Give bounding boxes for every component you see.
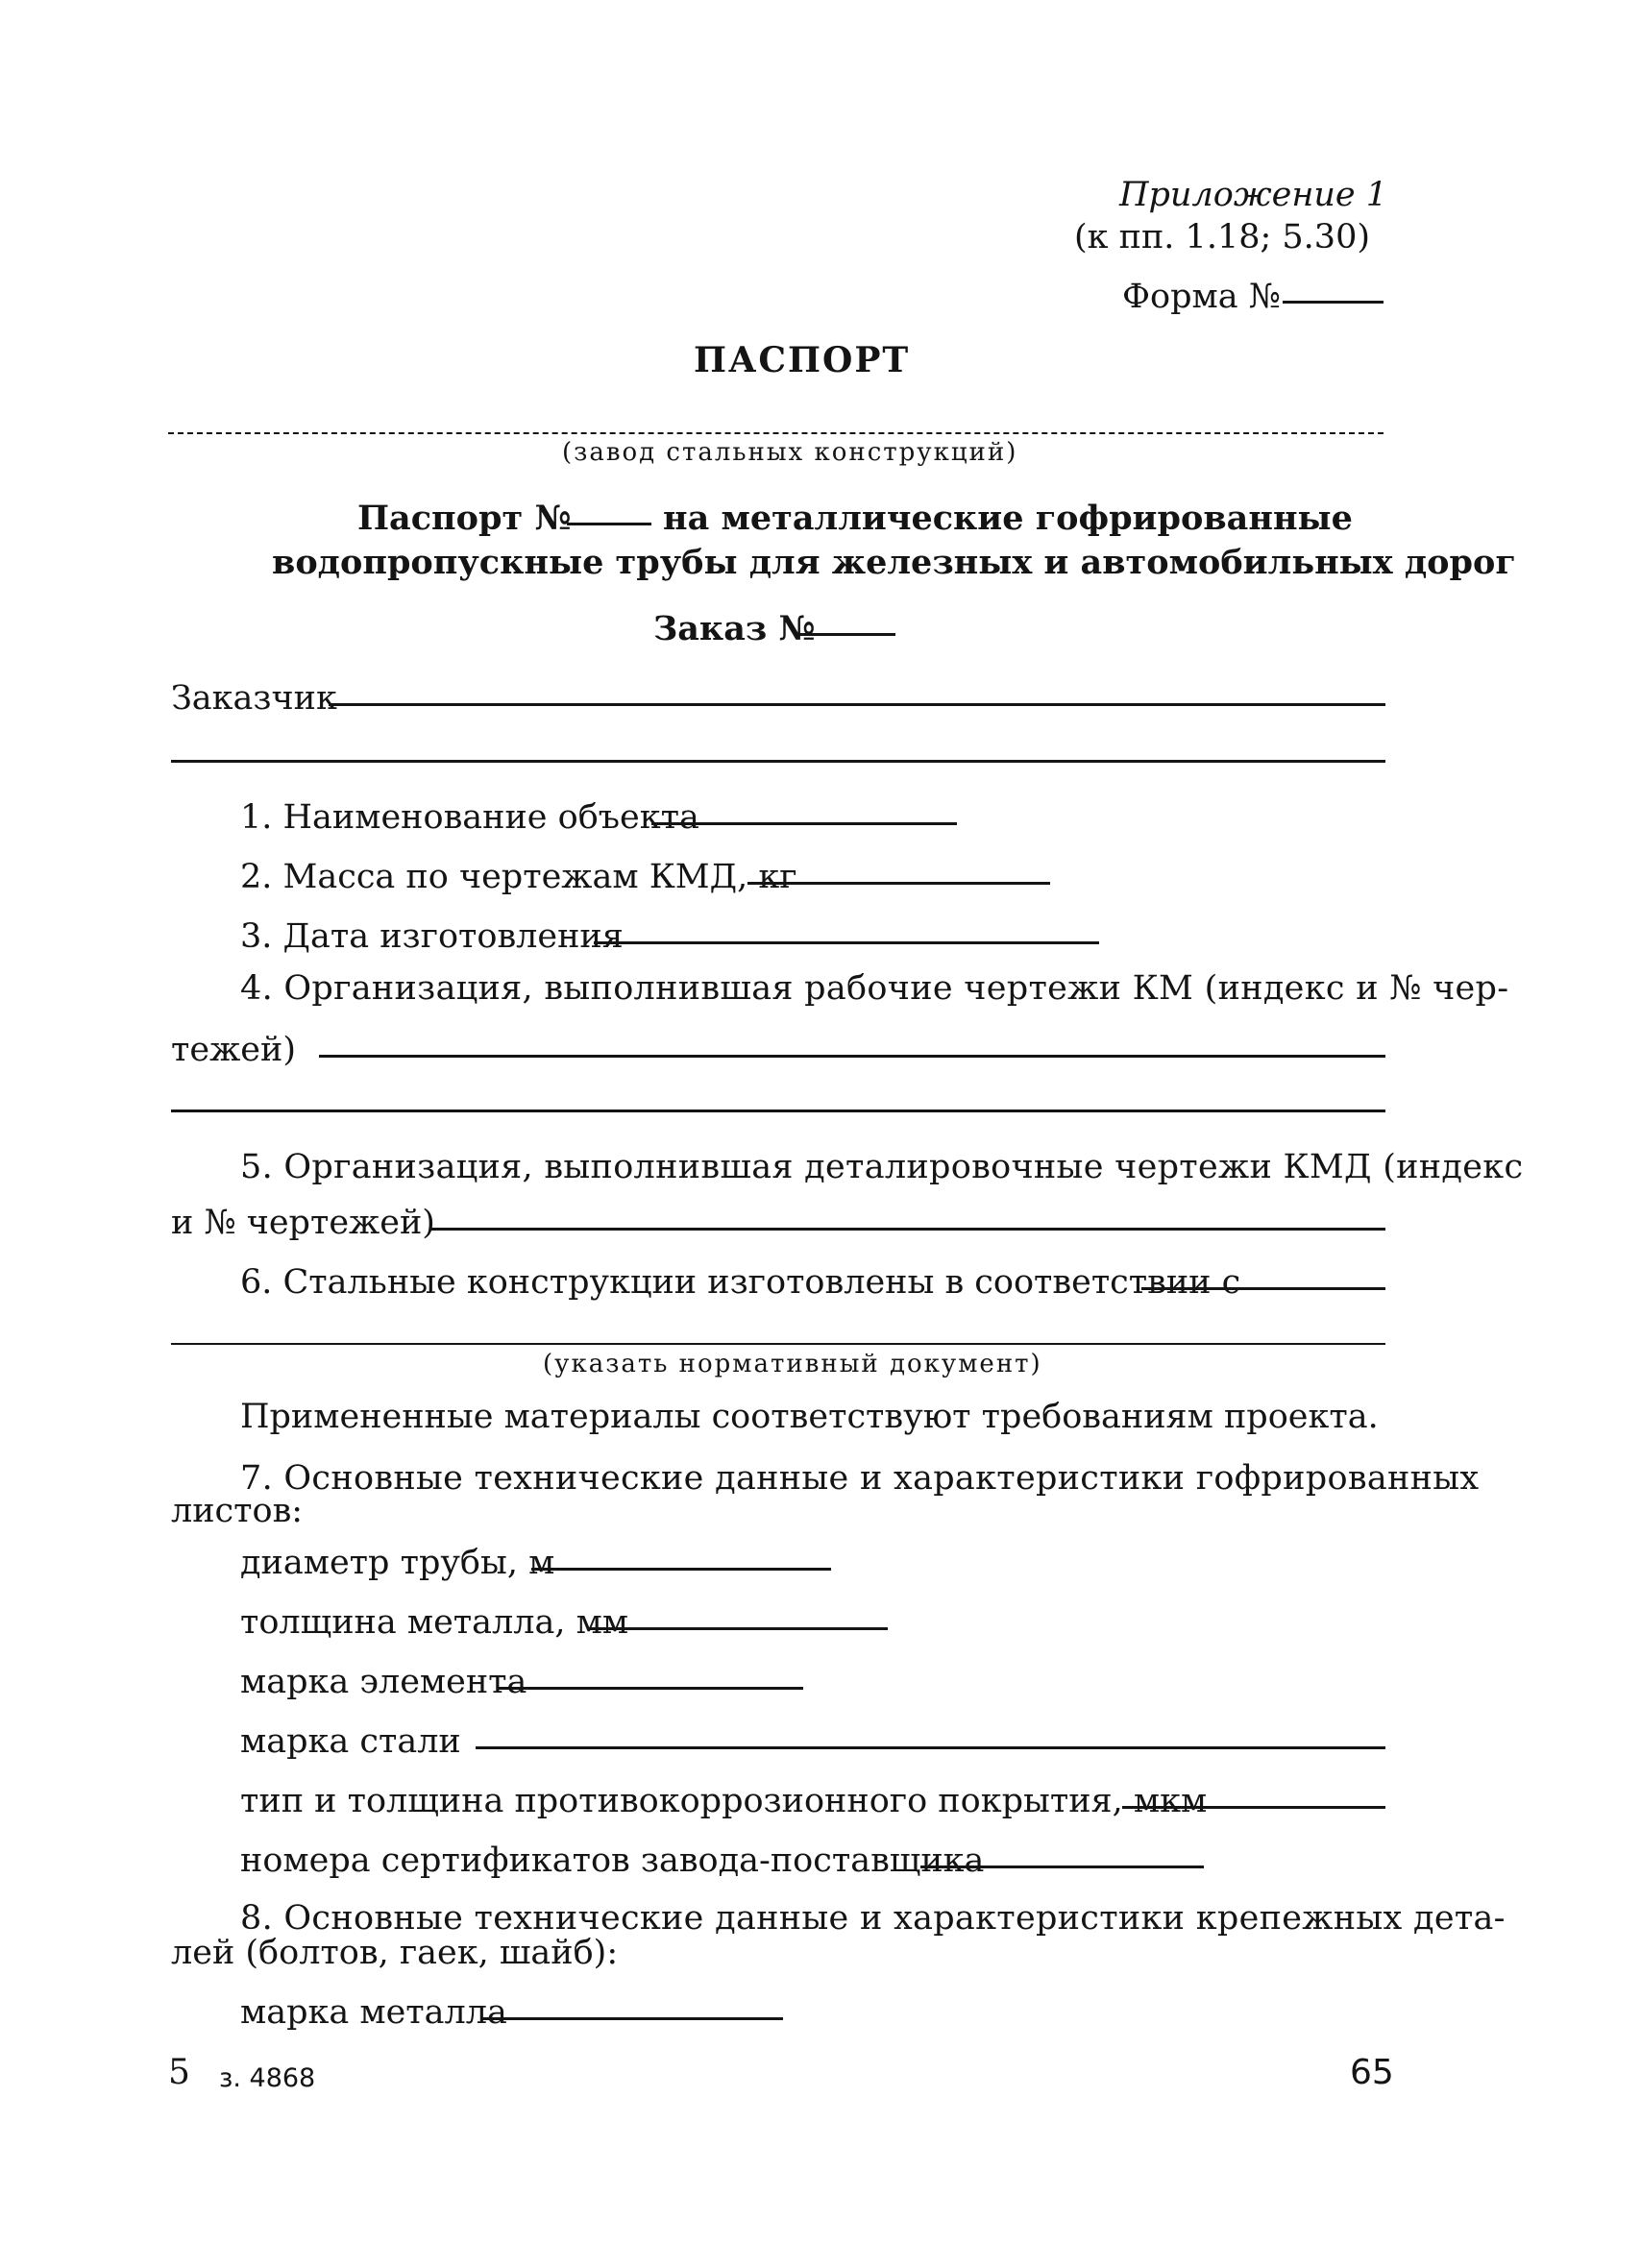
metal-thickness-field[interactable] bbox=[588, 1627, 888, 1630]
steel-grade-label: марка стали bbox=[240, 1722, 461, 1761]
coating-field[interactable] bbox=[1122, 1806, 1385, 1809]
item-8-label-cont: лей (болтов, гаек, шайб): bbox=[171, 1934, 619, 1972]
certificates-label: номера сертификатов завода-поставщика bbox=[240, 1841, 985, 1880]
customer-label: Заказчик bbox=[171, 679, 337, 718]
plant-field[interactable] bbox=[168, 432, 1384, 434]
item-7-label-cont: листов: bbox=[171, 1492, 304, 1530]
form-number-label: Форма № bbox=[1122, 278, 1281, 316]
item-7-label: 7. Основные технические данные и характеристики гофрированных bbox=[240, 1459, 1480, 1498]
item-4-field-line2[interactable] bbox=[171, 1110, 1385, 1112]
item-4-label-cont: тежей) bbox=[171, 1031, 296, 1069]
order-number-field[interactable] bbox=[797, 633, 895, 636]
page-title: ПАСПОРТ bbox=[694, 340, 911, 380]
item-3-label: 3. Дата изготовления bbox=[240, 917, 624, 956]
item-2-label: 2. Масса по чертежам КМД, кг bbox=[240, 858, 797, 896]
page-number: 65 bbox=[1350, 2053, 1394, 2092]
steel-grade-field[interactable] bbox=[476, 1746, 1385, 1749]
item-5-label: 5. Организация, выполнившая деталировочные чертежи КМД (индекс bbox=[240, 1148, 1524, 1186]
passport-heading-line2: водопропускные трубы для железных и автомобильных дорог bbox=[272, 543, 1516, 582]
certificates-field[interactable] bbox=[920, 1866, 1204, 1868]
item-2-field[interactable] bbox=[747, 882, 1050, 885]
passport-number-label: Паспорт № bbox=[357, 499, 572, 538]
item-3-field[interactable] bbox=[594, 941, 1099, 944]
print-order-code: з. 4868 bbox=[219, 2063, 316, 2093]
item-6-field[interactable] bbox=[1141, 1287, 1385, 1290]
item-6-caption: (указать нормативный документ) bbox=[543, 1350, 1042, 1378]
form-number-field[interactable] bbox=[1283, 301, 1384, 304]
item-5-field[interactable] bbox=[430, 1228, 1385, 1231]
item-8-label: 8. Основные технические данные и характеристики крепежных дета- bbox=[240, 1899, 1506, 1938]
plant-caption: (завод стальных конструкций) bbox=[562, 438, 1018, 467]
sheet-number: 5 bbox=[168, 2053, 190, 2092]
item-5-label-cont: и № чертежей) bbox=[171, 1204, 435, 1242]
element-grade-field[interactable] bbox=[498, 1687, 803, 1690]
item-4-field[interactable] bbox=[319, 1055, 1385, 1058]
item-4-label: 4. Организация, выполнившая рабочие чертежи КМ (индекс и № чер- bbox=[240, 969, 1509, 1008]
passport-heading-line1: на металлические гофрированные bbox=[663, 499, 1353, 538]
appendix-reference: (к пп. 1.18; 5.30) bbox=[1074, 218, 1370, 256]
pipe-diameter-field[interactable] bbox=[531, 1568, 831, 1571]
customer-field[interactable] bbox=[329, 703, 1385, 706]
materials-statement: Примененные материалы соответствуют требованиям проекта. bbox=[240, 1398, 1379, 1436]
passport-number-field[interactable] bbox=[567, 523, 651, 525]
element-grade-label: марка элемента bbox=[240, 1663, 527, 1701]
item-1-label: 1. Наименование объекта bbox=[240, 798, 699, 837]
customer-field-line2[interactable] bbox=[171, 760, 1385, 763]
appendix-label: Приложение 1 bbox=[1119, 176, 1388, 214]
item-6-field-line2[interactable] bbox=[171, 1343, 1385, 1345]
metal-grade-field[interactable] bbox=[480, 2017, 783, 2020]
item-1-field[interactable] bbox=[651, 822, 957, 825]
metal-grade-label: марка металла bbox=[240, 1993, 507, 2032]
order-number-label: Заказ № bbox=[653, 609, 816, 648]
pipe-diameter-label: диаметр трубы, м bbox=[240, 1544, 555, 1582]
item-6-label: 6. Стальные конструкции изготовлены в соответствии с bbox=[240, 1263, 1241, 1302]
coating-label: тип и толщина противокоррозионного покрытия, мкм bbox=[240, 1782, 1208, 1820]
metal-thickness-label: толщина металла, мм bbox=[240, 1603, 629, 1642]
